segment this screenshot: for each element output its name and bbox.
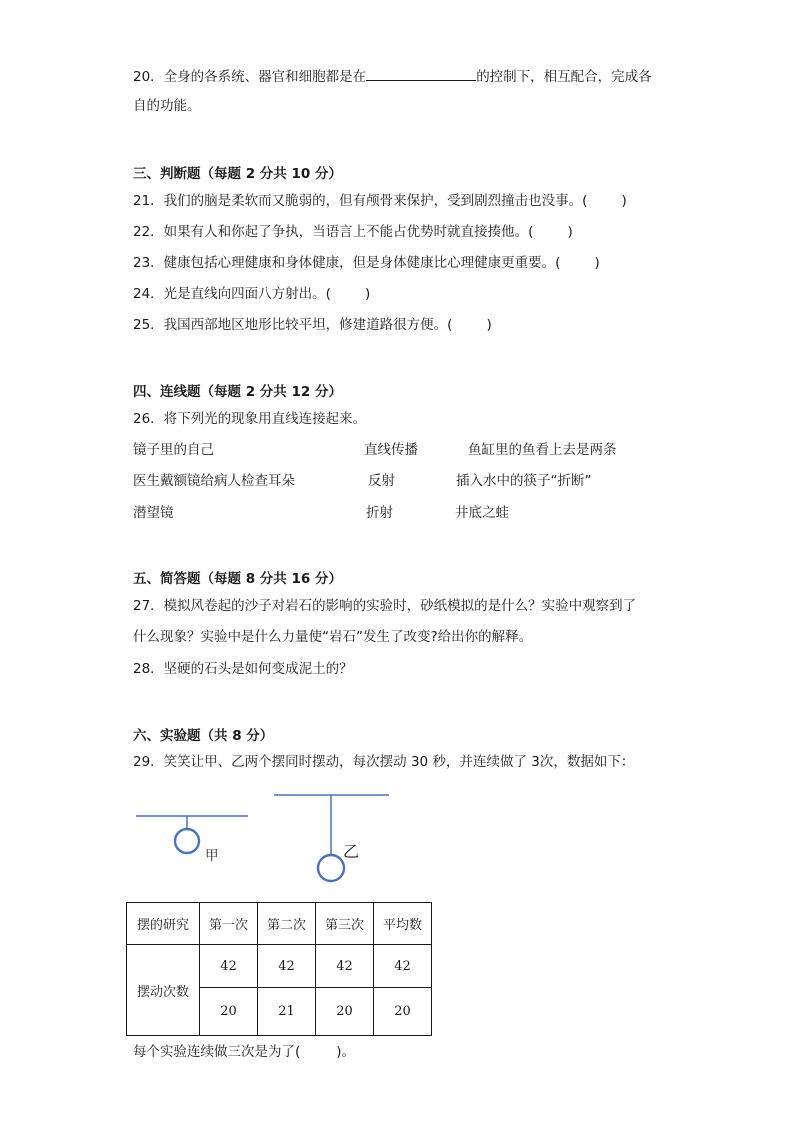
match-left-item-3[interactable]: 潜望镜 [133, 505, 174, 521]
q21-text: 21．我们的脑是柔软而又脆弱的，但有颅骨来保护，受到剧烈撞击也没事。( [133, 193, 588, 209]
match-middle-item-1[interactable]: 直线传播 [364, 442, 418, 458]
table-cell: 42 [374, 945, 432, 988]
paren-close: )。 [336, 1044, 356, 1060]
paren-close: ) [594, 255, 600, 271]
paren-close: ) [621, 193, 627, 209]
table-cell: 42 [316, 945, 374, 988]
q25-text: 25．我国西部地区地形比较平坦，修建道路很方便。( [133, 317, 453, 333]
table-header-row [127, 903, 432, 945]
match-left-item-1[interactable]: 镜子里的自己 [133, 442, 214, 458]
question-27-line1: 27．模拟风卷起的沙子对岩石的影响的实验时，砂纸模拟的是什么？实验中观察到了 [133, 598, 637, 614]
question-29: 29．笑笑让甲、乙两个摆同时摆动，每次摆动 30 秒，并连续做了 3次，数据如下： [133, 754, 635, 770]
paren-close: ) [486, 317, 492, 333]
question-29-footer [133, 1042, 355, 1062]
table-row [127, 945, 432, 988]
table-cell: 20 [316, 988, 374, 1036]
section-4-title: 四、连线题（每题 2 分共 12 分） [133, 384, 342, 400]
pendulum-jia-label: 甲 [205, 848, 219, 864]
paren-close: ) [567, 224, 573, 240]
match-middle-item-2[interactable]: 反射 [368, 473, 395, 489]
table-cell: 21 [258, 988, 316, 1036]
pendulum-jia-bob [175, 829, 199, 853]
pendulum-yi-bob [318, 855, 344, 881]
table-header-cell: 平均数 [374, 903, 432, 945]
table-cell: 42 [200, 945, 258, 988]
q20-text-b: 的控制下，相互配合，完成各 [476, 69, 652, 85]
table-header-cell: 第二次 [258, 903, 316, 945]
question-20-line2: 自的功能。 [133, 98, 201, 114]
section-6-title: 六、实验题（共 8 分） [133, 728, 274, 744]
footer-text: 每个实验连续做三次是为了( [133, 1044, 301, 1060]
pendulum-yi-label: 乙 [343, 842, 360, 861]
match-right-item-3[interactable]: 井底之蛙 [455, 505, 509, 521]
pendulum-data-table [126, 902, 432, 1036]
table-cell: 20 [374, 988, 432, 1036]
paren-close: ) [364, 286, 371, 302]
table-cell: 20 [200, 988, 258, 1036]
q22-text: 22．如果有人和你起了争执，当语言上不能占优势时就直接揍他。( [133, 224, 534, 240]
q23-text: 23．健康包括心理健康和身体健康，但是身体健康比心理健康更重要。( [133, 255, 561, 271]
table-header-cell: 摆的研究 [127, 903, 200, 945]
question-27-line2: 什么现象？实验中是什么力量使“岩石”发生了改变?给出你的解释。 [133, 629, 533, 645]
table-header-cell: 第一次 [200, 903, 258, 945]
question-26: 26．将下列光的现象用直线连接起来。 [133, 411, 367, 427]
match-right-item-1[interactable]: 鱼缸里的鱼看上去是两条 [468, 442, 617, 458]
q20-text-a: 20．全身的各系统、器官和细胞都是在 [133, 69, 367, 85]
question-28: 28．坚硬的石头是如何变成泥土的？ [133, 661, 353, 677]
table-row-label: 摆动次数 [127, 945, 200, 1036]
match-right-item-2[interactable]: 插入水中的筷子“折断” [456, 473, 592, 489]
section-3-title: 三、判断题（每题 2 分共 10 分） [133, 166, 342, 182]
match-left-item-2[interactable]: 医生戴额镜给病人检查耳朵 [133, 473, 295, 489]
section-5-title: 五、简答题（每题 8 分共 16 分） [133, 571, 342, 587]
q24-text: 24．光是直线向四面八方射出。( [133, 286, 331, 302]
match-middle-item-3[interactable]: 折射 [366, 505, 393, 521]
table-header-cell: 第三次 [316, 903, 374, 945]
table-cell: 42 [258, 945, 316, 988]
